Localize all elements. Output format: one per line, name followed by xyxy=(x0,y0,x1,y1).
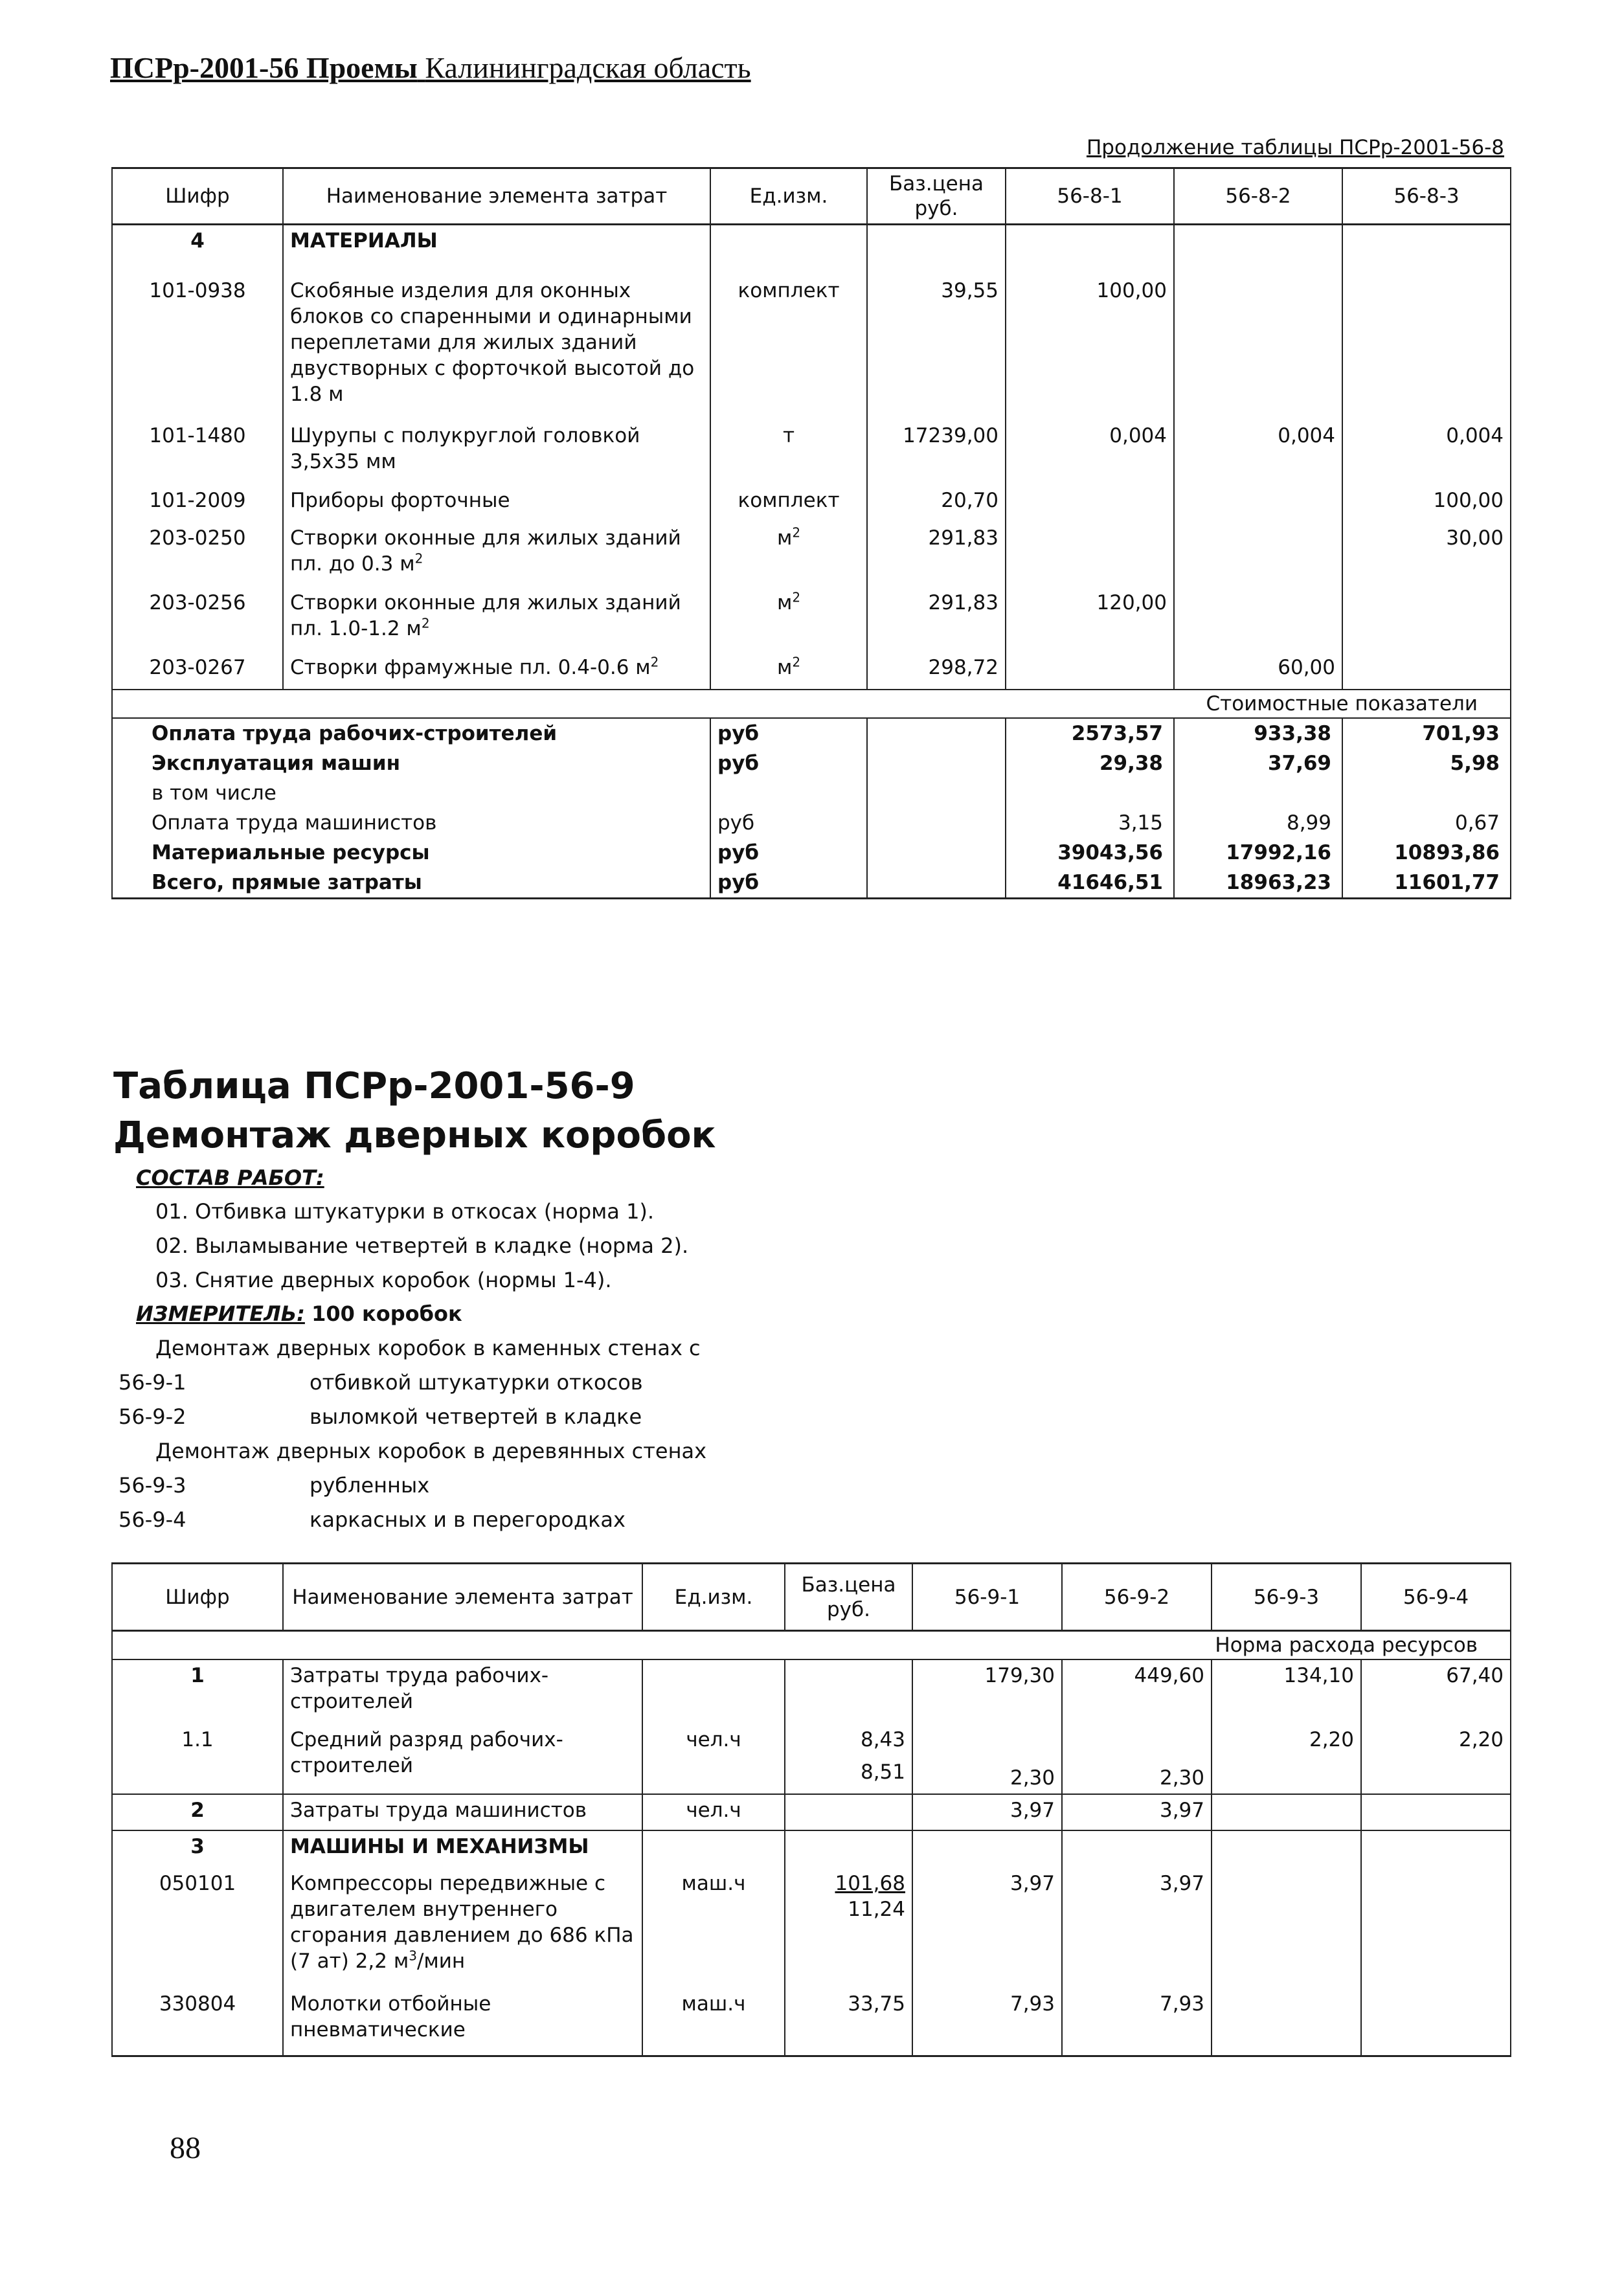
table-row xyxy=(112,652,1511,690)
summary-label: Оплата труда рабочих-строителей xyxy=(112,718,710,748)
summary-value: 11601,77 xyxy=(1342,868,1511,899)
table-row xyxy=(112,225,1511,275)
column-header: 56-9-2 xyxy=(1062,1564,1212,1631)
name-cell: Скобяные изделия для оконных блоков со спаренными и одинарными переплетами для жилых зданий двустворных с форточкой высотой до 1.8 м xyxy=(283,275,710,420)
summary-value: 3,15 xyxy=(1006,808,1174,838)
summary-unit: руб xyxy=(710,748,867,778)
table-title: Таблица ПСРр-2001-56-9 Демонтаж дверных коробок xyxy=(113,1065,716,1156)
table-row xyxy=(112,275,1511,420)
summary-value: 0,67 xyxy=(1342,808,1511,838)
value-cell: 7,93 xyxy=(912,1988,1062,2056)
summary-value: 701,93 xyxy=(1342,718,1511,748)
table-row xyxy=(112,587,1511,652)
norm-description: рубленных xyxy=(310,1473,430,1498)
summary-row xyxy=(112,778,1511,808)
price-cell: 20,70 xyxy=(867,485,1006,523)
value-cell xyxy=(1174,275,1342,420)
summary-label: Оплата труда машинистов xyxy=(112,808,710,838)
code-cell: 203-0267 xyxy=(112,652,283,690)
value-cell: 0,004 xyxy=(1342,420,1511,485)
value-cell xyxy=(1174,523,1342,587)
value-cell: 0,004 xyxy=(1174,420,1342,485)
column-header: Баз.цена руб. xyxy=(867,168,1006,225)
code-cell: 101-1480 xyxy=(112,420,283,485)
table-header-row xyxy=(112,168,1511,225)
unit-cell: $м^2$ xyxy=(710,652,867,690)
value-cell: 3,97 xyxy=(912,1868,1062,1988)
price-cell: 39,55 xyxy=(867,275,1006,420)
table-row xyxy=(112,1868,1511,1988)
column-header: 56-8-1 xyxy=(1006,168,1174,225)
value-cell xyxy=(1006,652,1174,690)
column-header: Баз.цена руб. xyxy=(785,1564,912,1631)
unit-cell: $м^2$ xyxy=(710,587,867,652)
value-cell xyxy=(1174,485,1342,523)
table-row xyxy=(112,420,1511,485)
value-cell: 100,00 xyxy=(1006,275,1174,420)
table-row xyxy=(112,1830,1511,1868)
code-cell: 101-0938 xyxy=(112,275,283,420)
norm-code: 56-9-2 xyxy=(118,1404,186,1429)
measure-unit: ИЗМЕРИТЕЛЬ: 100 коробок xyxy=(136,1301,462,1326)
value-cell: 0,004 xyxy=(1006,420,1174,485)
summary-row xyxy=(112,748,1511,778)
column-header: Шифр xyxy=(112,1564,283,1631)
summary-value: 39043,56 xyxy=(1006,838,1174,868)
code-cell: 4 xyxy=(112,225,283,275)
value-cell: 30,00 xyxy=(1342,523,1511,587)
summary-value: 933,38 xyxy=(1174,718,1342,748)
table-header-row xyxy=(112,1564,1511,1631)
value-cell: 120,00 xyxy=(1006,587,1174,652)
value-cell: 7,93 xyxy=(1062,1988,1212,2056)
value-cell: 100,00 xyxy=(1342,485,1511,523)
norm-group-label: Демонтаж дверных коробок в каменных стенах с xyxy=(155,1336,701,1360)
summary-row xyxy=(112,838,1511,868)
work-item: 02. Выламывание четвертей в кладке (норма 2). xyxy=(155,1233,689,1258)
section-bar xyxy=(112,1631,1511,1660)
value-cell: 67,40 xyxy=(1361,1659,1511,1724)
summary-unit: руб xyxy=(710,718,867,748)
summary-row xyxy=(112,868,1511,899)
norm-code: 56-9-4 xyxy=(118,1507,186,1532)
value-cell: 449,60 xyxy=(1062,1659,1212,1724)
unit-cell: чел.ч xyxy=(642,1794,785,1830)
code-cell: 1.1 xyxy=(112,1724,283,1794)
summary-label: Всего, прямые затраты xyxy=(112,868,710,899)
summary-value: 5,98 xyxy=(1342,748,1511,778)
price-cell: 291,83 xyxy=(867,523,1006,587)
summary-value: 29,38 xyxy=(1006,748,1174,778)
unit-cell: комплект xyxy=(710,485,867,523)
name-cell: Створки оконные для жилых зданий пл. до 0.3 $м^2$ xyxy=(283,523,710,587)
price-cell: 33,75 xyxy=(785,1988,912,2056)
summary-label: в том числе xyxy=(112,778,710,808)
table-row xyxy=(112,1724,1511,1794)
table-continuation-caption: Продолжение таблицы ПСРр-2001-56-8 xyxy=(1086,136,1504,159)
summary-row xyxy=(112,808,1511,838)
column-header: Наименование элемента затрат xyxy=(283,1564,642,1631)
column-header: Ед.изм. xyxy=(642,1564,785,1631)
price-cell: 17239,00 xyxy=(867,420,1006,485)
resource-table-56-9 xyxy=(111,1562,1511,2057)
name-cell: Затраты труда рабочих-строителей xyxy=(283,1659,642,1724)
works-composition-label: СОСТАВ РАБОТ: xyxy=(136,1165,324,1190)
column-header: Шифр xyxy=(112,168,283,225)
name-cell: Приборы форточные xyxy=(283,485,710,523)
value-cell xyxy=(1342,587,1511,652)
column-header: Ед.изм. xyxy=(710,168,867,225)
table-row xyxy=(112,1988,1511,2056)
name-cell: Шурупы с полукруглой головкой 3,5х35 мм xyxy=(283,420,710,485)
value-cell xyxy=(1174,587,1342,652)
column-header: 56-9-1 xyxy=(912,1564,1062,1631)
summary-label: Материальные ресурсы xyxy=(112,838,710,868)
summary-unit: руб xyxy=(710,808,867,838)
section-label: Стоимостные показатели xyxy=(112,690,1511,718)
name-cell: Средний разряд рабочих-строителей xyxy=(283,1724,642,1794)
unit-cell: чел.ч xyxy=(642,1724,785,1794)
code-cell: 203-0256 xyxy=(112,587,283,652)
table-row xyxy=(112,523,1511,587)
name-cell: Створки фрамужные пл. 0.4-0.6 $м^2$ xyxy=(283,652,710,690)
value-cell: 134,10 xyxy=(1212,1659,1361,1724)
code-cell: 330804 xyxy=(112,1988,283,2056)
norm-description: выломкой четвертей в кладке xyxy=(310,1404,642,1429)
value-cell: 2,20 xyxy=(1212,1724,1361,1794)
section-label: Норма расхода ресурсов xyxy=(112,1631,1511,1660)
unit-cell: $м^2$ xyxy=(710,523,867,587)
name-cell: Створки оконные для жилых зданий пл. 1.0-1.2 $м^2$ xyxy=(283,587,710,652)
value-cell xyxy=(1342,652,1511,690)
page-header: ПСРр-2001-56 Проемы Калининградская область xyxy=(110,51,751,84)
norm-description: каркасных и в перегородках xyxy=(310,1507,626,1532)
unit-cell: комплект xyxy=(710,275,867,420)
value-cell: 2,30 xyxy=(912,1724,1062,1794)
work-item: 03. Снятие дверных коробок (нормы 1-4). xyxy=(155,1268,612,1292)
table-row xyxy=(112,1794,1511,1830)
norm-description: отбивкой штукатурки откосов xyxy=(310,1370,643,1395)
value-cell: 3,97 xyxy=(1062,1868,1212,1988)
summary-row xyxy=(112,718,1511,748)
code-cell: 203-0250 xyxy=(112,523,283,587)
code-cell: 101-2009 xyxy=(112,485,283,523)
summary-value: 41646,51 xyxy=(1006,868,1174,899)
name-cell: МАШИНЫ И МЕХАНИЗМЫ xyxy=(283,1830,642,1868)
price-cell: 298,72 xyxy=(867,652,1006,690)
page-number: 88 xyxy=(170,2131,201,2165)
value-cell xyxy=(1342,275,1511,420)
table-row xyxy=(112,1659,1511,1724)
column-header: 56-8-2 xyxy=(1174,168,1342,225)
column-header: 56-9-3 xyxy=(1212,1564,1361,1631)
value-cell: 2,20 xyxy=(1361,1724,1511,1794)
work-item: 01. Отбивка штукатурки в откосах (норма 1). xyxy=(155,1199,655,1224)
value-cell: 3,97 xyxy=(1062,1794,1212,1830)
section-bar xyxy=(112,690,1511,718)
column-header: 56-8-3 xyxy=(1342,168,1511,225)
summary-label: Эксплуатация машин xyxy=(112,748,710,778)
value-cell xyxy=(1006,523,1174,587)
code-cell: 2 xyxy=(112,1794,283,1830)
summary-value: 37,69 xyxy=(1174,748,1342,778)
name-cell: Затраты труда машинистов xyxy=(283,1794,642,1830)
code-cell: 050101 xyxy=(112,1868,283,1988)
code-cell: 1 xyxy=(112,1659,283,1724)
price-cell: 8,43 8,51 xyxy=(785,1724,912,1794)
unit-cell: маш.ч xyxy=(642,1988,785,2056)
value-cell: 179,30 xyxy=(912,1659,1062,1724)
name-cell: Компрессоры передвижные с двигателем внутреннего сгорания давлением до 686 кПа (7 ат) 2,2 $м^3$/мин xyxy=(283,1868,642,1988)
column-header: 56-9-4 xyxy=(1361,1564,1511,1631)
summary-value: 18963,23 xyxy=(1174,868,1342,899)
summary-unit: руб xyxy=(710,838,867,868)
table-row xyxy=(112,485,1511,523)
price-cell: 291,83 xyxy=(867,587,1006,652)
unit-cell: маш.ч xyxy=(642,1868,785,1988)
value-cell: 2,30 xyxy=(1062,1724,1212,1794)
name-cell: МАТЕРИАЛЫ xyxy=(283,225,710,275)
summary-value: 8,99 xyxy=(1174,808,1342,838)
norm-group-label: Демонтаж дверных коробок в деревянных стенах xyxy=(155,1439,707,1463)
column-header: Наименование элемента затрат xyxy=(283,168,710,225)
summary-value: 2573,57 xyxy=(1006,718,1174,748)
value-cell: 3,97 xyxy=(912,1794,1062,1830)
norm-code: 56-9-3 xyxy=(118,1473,186,1498)
name-cell: Молотки отбойные пневматические xyxy=(283,1988,642,2056)
price-cell: 101,68 11,24 xyxy=(785,1868,912,1988)
summary-value: 10893,86 xyxy=(1342,838,1511,868)
unit-cell: т xyxy=(710,420,867,485)
resource-table-56-8 xyxy=(111,167,1511,899)
norm-code: 56-9-1 xyxy=(118,1370,186,1395)
code-cell: 3 xyxy=(112,1830,283,1868)
value-cell xyxy=(1006,485,1174,523)
summary-unit: руб xyxy=(710,868,867,899)
value-cell: 60,00 xyxy=(1174,652,1342,690)
summary-value: 17992,16 xyxy=(1174,838,1342,868)
